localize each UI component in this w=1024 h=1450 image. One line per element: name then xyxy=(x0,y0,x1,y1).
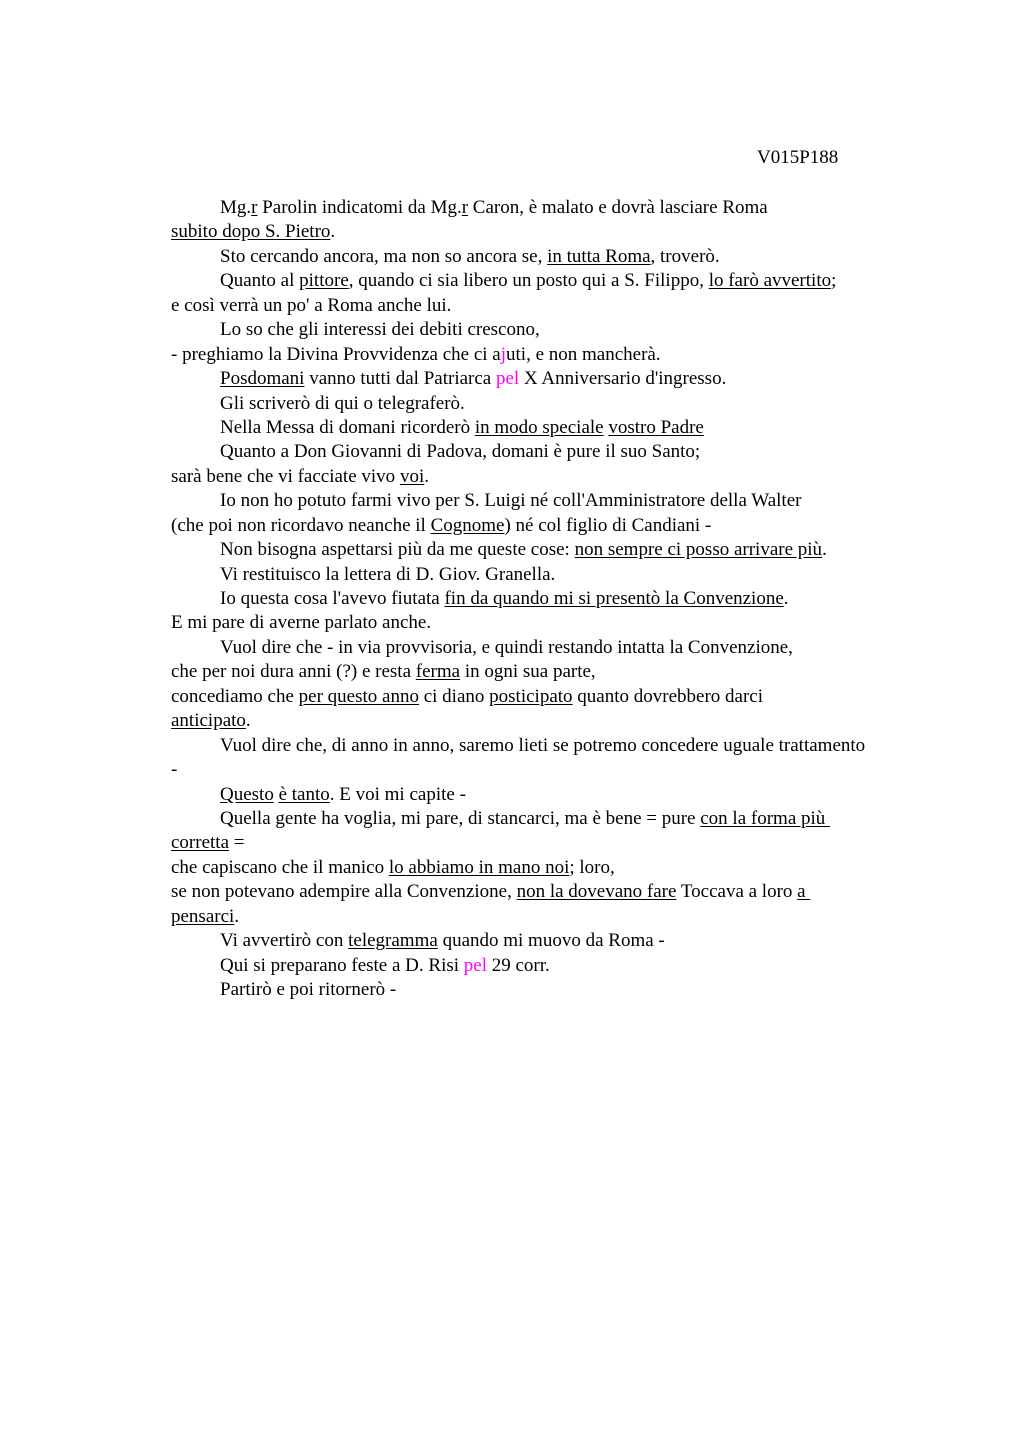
text-segment: concediamo che xyxy=(171,685,299,707)
text-line xyxy=(171,269,931,293)
text-segment: Quella gente ha voglia, mi pare, di stancarci, ma è bene = pure xyxy=(220,807,701,829)
text-segment: Caron, è malato e dovrà lasciare Roma xyxy=(468,197,768,218)
text-segment: Gli scriverò di qui o telegraferò. xyxy=(220,392,465,414)
text-segment: , troverò. xyxy=(650,245,720,267)
underlined-text: per questo anno xyxy=(298,685,419,707)
text-line xyxy=(171,196,931,220)
text-segment: ci diano xyxy=(418,685,490,707)
text-segment: Quanto al xyxy=(220,270,300,292)
text-segment: che per noi dura anni (?) e resta xyxy=(171,661,416,683)
text-segment: Io non ho potuto farmi vivo per S. Luigi né coll'Amministratore della Walter xyxy=(220,490,802,512)
underlined-text: con la forma più xyxy=(700,807,831,829)
text-segment: Non bisogna aspettarsi più da me queste cose: xyxy=(220,539,575,561)
text-segment: Nella Messa di domani ricorderò xyxy=(220,416,475,438)
highlighted-text: j xyxy=(500,343,507,365)
underlined-text: pittore xyxy=(299,270,349,292)
underlined-text: Questo xyxy=(220,783,274,805)
underlined-text: lo farò avvertito xyxy=(708,270,832,292)
text-line xyxy=(171,905,931,929)
text-segment: X Anniversario d'ingresso. xyxy=(519,368,727,390)
text-segment: , quando ci sia libero un posto qui a S. Filippo, xyxy=(348,270,709,292)
text-segment: e così verrà un po' a Roma anche lui. xyxy=(171,294,452,316)
text-segment: Partirò e poi ritornerò - xyxy=(220,979,397,1000)
text-segment: Qui si preparano feste a D. Risi xyxy=(220,954,464,976)
text-segment: Parolin indicatomi da Mg. xyxy=(257,197,462,218)
underlined-text: posticipato xyxy=(489,685,573,707)
text-segment: Sto cercando ancora, ma non so ancora se, xyxy=(220,245,548,267)
text-segment: ) né col figlio di Candiani - xyxy=(504,514,712,536)
text-segment: Vi restituisco la lettera di D. Giov. Granella. xyxy=(220,563,556,585)
underlined-text: a xyxy=(797,881,811,903)
text-line xyxy=(171,416,931,440)
underlined-text: subito dopo S. Pietro xyxy=(171,221,331,243)
text-segment: vanno tutti dal Patriarca xyxy=(304,368,496,390)
underlined-text: corretta xyxy=(171,832,230,854)
text-line xyxy=(171,538,931,562)
text-line xyxy=(171,294,931,318)
text-line xyxy=(171,636,931,660)
letter-body xyxy=(171,196,931,1002)
text-segment: se non potevano adempire alla Convenzione, xyxy=(171,881,517,903)
text-segment: quanto dovrebbero darci xyxy=(572,685,764,707)
text-segment: . xyxy=(245,710,251,732)
text-segment: . E voi mi capite - xyxy=(329,783,466,805)
text-segment: . xyxy=(330,221,336,243)
text-segment: Lo so che gli interessi dei debiti crescono, xyxy=(220,319,540,341)
text-line xyxy=(171,587,931,611)
text-line xyxy=(171,734,931,758)
text-line xyxy=(171,880,931,904)
underlined-text: r xyxy=(251,197,258,218)
highlighted-text: pel xyxy=(463,954,487,976)
text-segment: . xyxy=(783,588,789,609)
text-line xyxy=(171,343,931,367)
text-segment: Io questa cosa l'avevo fiutata xyxy=(220,588,445,609)
underlined-text: in modo speciale xyxy=(474,416,604,438)
text-segment: . xyxy=(822,539,827,561)
highlighted-text: pel xyxy=(495,368,520,390)
text-segment: (che poi non ricordavo neanche il xyxy=(171,514,431,536)
underlined-text: non la dovevano fare xyxy=(516,881,677,903)
text-line xyxy=(171,758,931,782)
underlined-text: vostro Padre xyxy=(608,416,704,438)
underlined-text: non sempre ci posso arrivare più xyxy=(574,539,823,561)
text-line xyxy=(171,807,931,831)
text-segment: - xyxy=(171,759,178,781)
text-segment: E mi pare di averne parlato anche. xyxy=(171,612,432,634)
underlined-text: anticipato xyxy=(171,710,246,732)
text-line xyxy=(171,685,931,709)
underlined-text: lo abbiamo in mano noi xyxy=(388,856,570,878)
underlined-text: r xyxy=(461,197,469,218)
text-line xyxy=(171,954,931,978)
text-line xyxy=(171,245,931,269)
text-segment: . xyxy=(234,905,240,927)
text-line xyxy=(171,220,931,244)
text-line xyxy=(171,709,931,733)
text-segment: in ogni sua parte, xyxy=(460,661,596,683)
text-segment: Toccava a loro xyxy=(676,881,798,903)
text-segment: Quanto a Don Giovanni di Padova, domani è pure il suo Santo; xyxy=(220,441,701,463)
underlined-text: in tutta Roma xyxy=(547,245,651,267)
text-line xyxy=(171,489,931,513)
underlined-text: è tanto xyxy=(278,783,330,805)
underlined-text: fin da quando mi si presentò la Convenzione xyxy=(444,588,784,609)
text-segment: sarà bene che vi facciate vivo xyxy=(171,465,400,487)
underlined-text: ferma xyxy=(415,661,461,683)
text-segment: che capiscano che il manico xyxy=(171,856,389,878)
text-segment: = xyxy=(229,832,245,854)
underlined-text: Cognome xyxy=(430,514,505,536)
text-segment: Vuol dire che, di anno in anno, saremo lieti se potremo concedere uguale trattamento xyxy=(220,734,866,756)
underlined-text: telegramma xyxy=(348,930,438,952)
text-line xyxy=(171,978,931,1002)
document-id: V015P188 xyxy=(757,147,839,168)
text-segment: 29 corr. xyxy=(487,954,550,976)
text-line xyxy=(171,929,931,953)
text-segment: - preghiamo la Divina Provvidenza che ci a xyxy=(171,343,501,365)
text-line xyxy=(171,563,931,587)
text-line xyxy=(171,660,931,684)
text-line xyxy=(171,465,931,489)
text-line xyxy=(171,367,931,391)
text-segment: Vuol dire che - in via provvisoria, e quindi restando intatta la Convenzione, xyxy=(220,636,793,658)
text-segment: ; xyxy=(831,270,837,292)
text-segment: Vi avvertirò con xyxy=(220,930,349,952)
underlined-text: voi xyxy=(399,465,425,487)
text-segment: Mg. xyxy=(220,197,252,218)
text-line xyxy=(171,856,931,880)
text-line xyxy=(171,440,931,464)
text-line xyxy=(171,514,931,538)
text-line xyxy=(171,783,931,807)
text-segment: . xyxy=(424,465,429,487)
underlined-text: Posdomani xyxy=(220,368,305,390)
text-line xyxy=(171,392,931,416)
text-segment: quando mi muovo da Roma - xyxy=(437,930,665,952)
text-segment: ; loro, xyxy=(569,856,615,878)
text-line xyxy=(171,611,931,635)
underlined-text: pensarci xyxy=(171,905,235,927)
text-line xyxy=(171,318,931,342)
text-segment: uti, e non mancherà. xyxy=(506,343,661,365)
text-line xyxy=(171,831,931,855)
